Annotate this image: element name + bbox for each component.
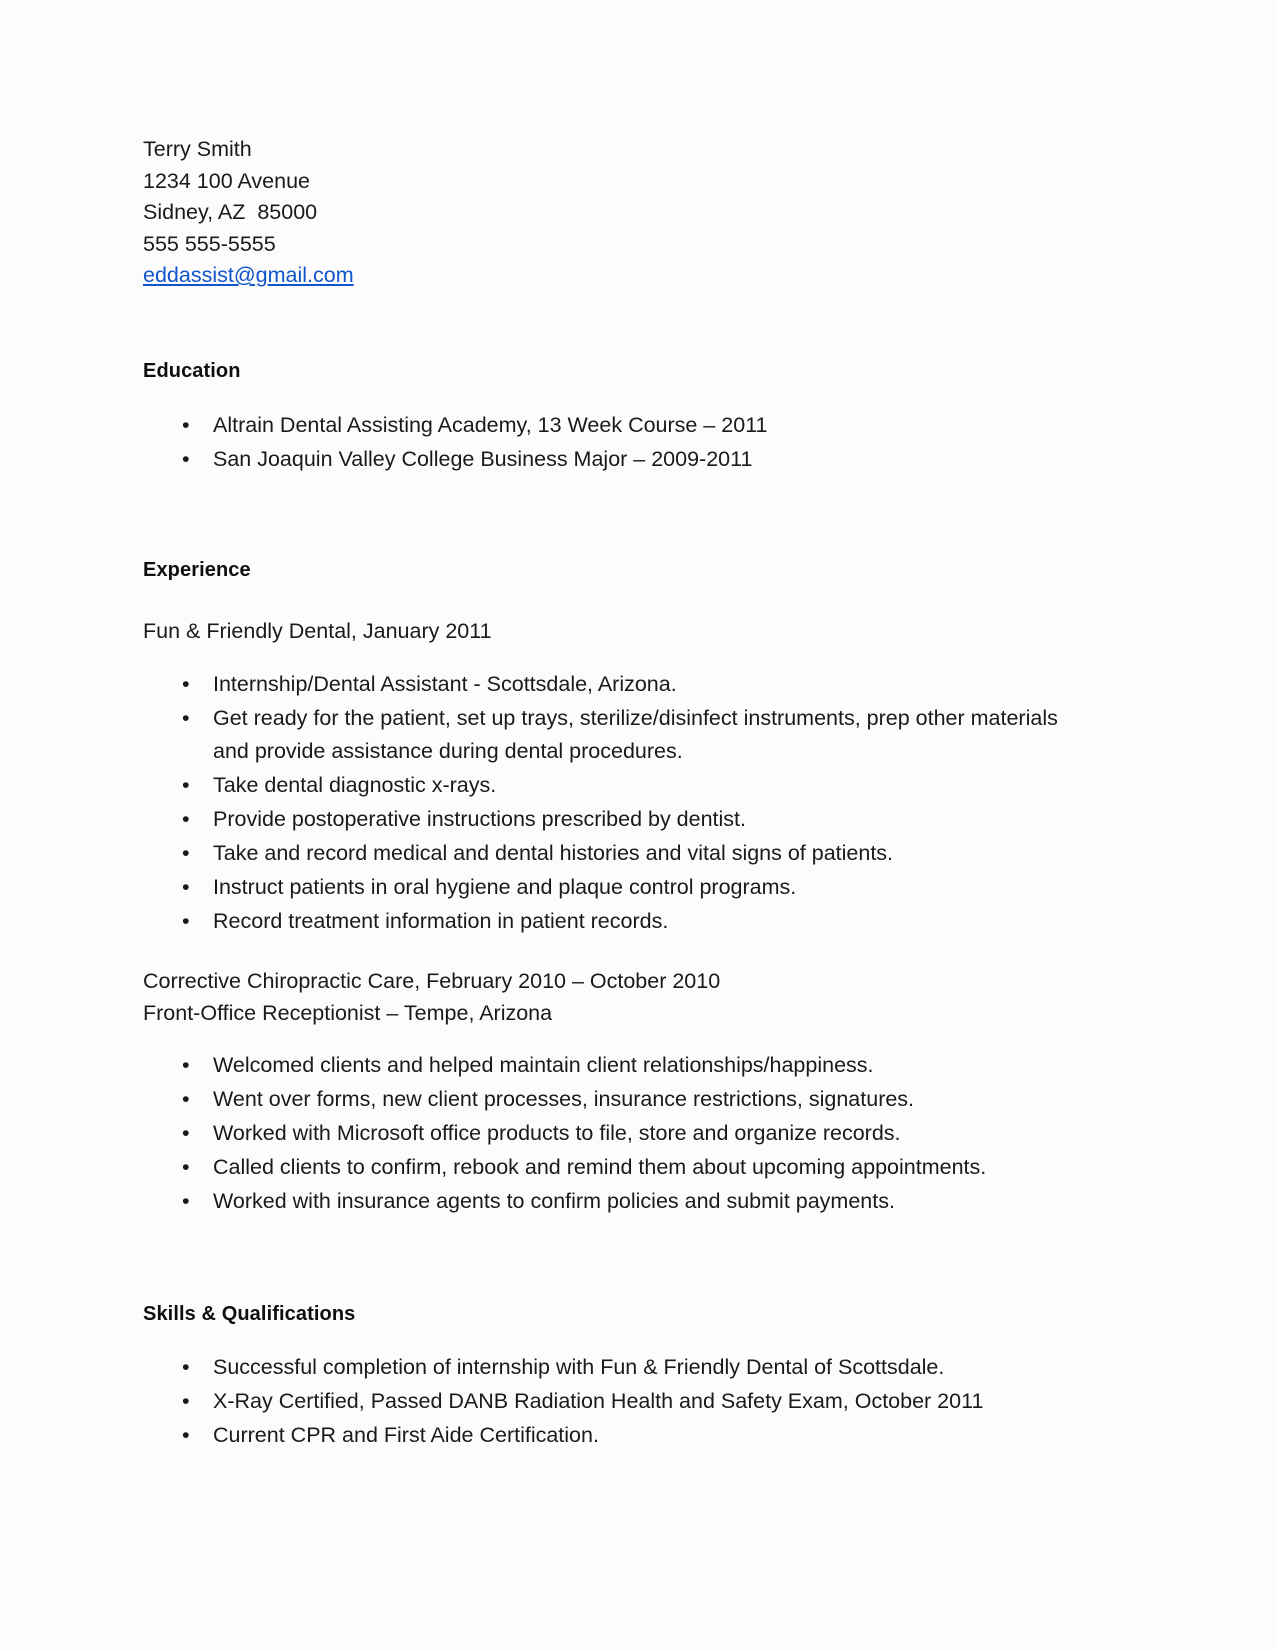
bullet-icon: • bbox=[182, 875, 190, 899]
job1-bullet-text: Record treatment information in patient records. bbox=[213, 909, 669, 933]
list-item bbox=[143, 1117, 1093, 1151]
list-item bbox=[143, 1385, 1093, 1419]
phone-number: 555 555-5555 bbox=[143, 231, 276, 256]
spacer-skills-list bbox=[143, 1326, 1103, 1351]
spacer-job1-list bbox=[143, 647, 1103, 668]
bullet-icon: • bbox=[182, 807, 190, 831]
skills-item-text: Current CPR and First Aide Certification. bbox=[213, 1423, 599, 1447]
education-heading: Education bbox=[143, 359, 241, 382]
list-item bbox=[143, 443, 1103, 477]
list-item bbox=[143, 905, 1078, 939]
city-state-zip: Sidney, AZ 85000 bbox=[143, 200, 318, 224]
list-item bbox=[143, 668, 1078, 702]
list-item bbox=[143, 769, 1078, 803]
education-item-text: Altrain Dental Assisting Academy, 13 Week Course – 2011 bbox=[213, 412, 768, 437]
candidate-name: Terry Smith bbox=[143, 137, 252, 161]
job1-bullet-list bbox=[143, 668, 1078, 939]
list-item bbox=[143, 803, 1078, 837]
job1-bullet-text: Instruct patients in oral hygiene and plaque control programs. bbox=[213, 875, 797, 899]
job2-bullet-text: Worked with Microsoft office products to file, store and organize records. bbox=[213, 1121, 901, 1145]
email-link[interactable]: eddassist@gmail.com bbox=[143, 263, 354, 287]
skills-heading: Skills & Qualifications bbox=[143, 1303, 356, 1325]
bullet-icon: • bbox=[182, 705, 190, 730]
list-item bbox=[143, 702, 1078, 769]
spacer-education-list bbox=[143, 383, 1103, 409]
skills-item-text: Successful completion of internship with Fun & Friendly Dental of Scottsdale. bbox=[213, 1355, 945, 1379]
list-item bbox=[143, 1185, 1093, 1219]
bullet-icon: • bbox=[182, 909, 190, 933]
list-item bbox=[143, 1049, 1093, 1083]
experience-heading: Experience bbox=[143, 558, 251, 581]
job2-bullet-list bbox=[143, 1049, 1093, 1219]
job-org-line: Corrective Chiropractic Care, February 2010 – October 2010 bbox=[143, 969, 721, 993]
bullet-icon: • bbox=[182, 412, 190, 437]
spacer-skills-top bbox=[143, 1219, 1103, 1303]
bullet-icon: • bbox=[182, 1053, 190, 1077]
job1-bullet-text: Internship/Dental Assistant - Scottsdale, Arizona. bbox=[213, 671, 677, 696]
list-item bbox=[143, 1351, 1093, 1385]
job-org-line: Fun & Friendly Dental, January 2011 bbox=[143, 618, 492, 643]
skills-list bbox=[143, 1351, 1093, 1453]
bullet-icon: • bbox=[182, 1121, 190, 1145]
job2-bullet-text: Called clients to confirm, rebook and remind them about upcoming appointments. bbox=[213, 1155, 987, 1179]
list-item bbox=[143, 409, 1103, 443]
skills-item-text: X-Ray Certified, Passed DANB Radiation Health and Safety Exam, October 2011 bbox=[213, 1389, 984, 1413]
street-address: 1234 100 Avenue bbox=[143, 168, 310, 193]
bullet-icon: • bbox=[182, 1155, 190, 1179]
job1-bullet-text: Provide postoperative instructions prescribed by dentist. bbox=[213, 807, 746, 831]
spacer-job2-top bbox=[143, 939, 1103, 965]
list-item bbox=[143, 1419, 1093, 1453]
bullet-icon: • bbox=[182, 1389, 190, 1413]
list-item bbox=[143, 871, 1078, 905]
bullet-icon: • bbox=[182, 841, 190, 865]
job2-bullet-text: Went over forms, new client processes, insurance restrictions, signatures. bbox=[213, 1087, 915, 1111]
bullet-icon: • bbox=[182, 446, 190, 471]
list-item bbox=[143, 1151, 1093, 1185]
list-item bbox=[143, 837, 1078, 871]
job1-bullet-text: Take and record medical and dental histories and vital signs of patients. bbox=[213, 841, 894, 865]
resume-content bbox=[143, 134, 1103, 1453]
education-item-text: San Joaquin Valley College Business Major – 2009-2011 bbox=[213, 446, 753, 471]
job1-bullet-text: Take dental diagnostic x-rays. bbox=[213, 773, 497, 797]
spacer-job2-list bbox=[143, 1029, 1103, 1049]
list-item bbox=[143, 1083, 1093, 1117]
spacer-education-top bbox=[143, 292, 1103, 360]
bullet-icon: • bbox=[182, 773, 190, 797]
job2-bullet-text: Worked with insurance agents to confirm policies and submit payments. bbox=[213, 1189, 895, 1213]
job2-bullet-text: Welcomed clients and helped maintain client relationships/happiness. bbox=[213, 1053, 874, 1077]
contact-block bbox=[143, 134, 1103, 292]
bullet-icon: • bbox=[182, 1423, 190, 1447]
job-title-line: Front-Office Receptionist – Tempe, Arizona bbox=[143, 1001, 553, 1025]
email-line bbox=[143, 260, 1103, 292]
spacer-experience-top bbox=[143, 477, 1103, 559]
bullet-icon: • bbox=[182, 1087, 190, 1111]
bullet-icon: • bbox=[182, 671, 190, 696]
job1-bullet-text: Get ready for the patient, set up trays, sterilize/disinfect instruments, prep other materials and provide assistance during dental procedures. bbox=[213, 705, 1058, 763]
bullet-icon: • bbox=[182, 1355, 190, 1379]
spacer-job1-org bbox=[143, 582, 1103, 615]
bullet-icon: • bbox=[182, 1189, 190, 1213]
education-list bbox=[143, 409, 1103, 477]
